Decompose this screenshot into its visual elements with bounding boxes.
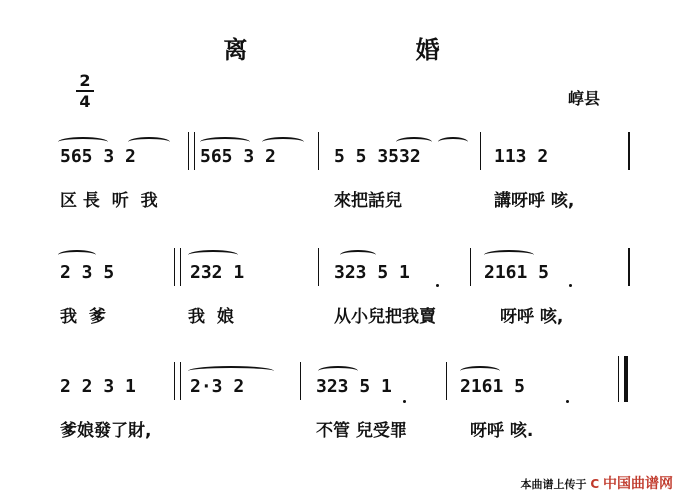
measure: 2·3 2 <box>190 376 245 397</box>
octave-dot <box>569 284 572 287</box>
slur <box>484 250 534 260</box>
slur <box>200 137 250 147</box>
final-barline-thick <box>624 356 628 402</box>
slur <box>262 137 304 147</box>
measure: 2161 5 <box>460 376 526 397</box>
song-title: 离 婚 <box>223 36 520 64</box>
barline <box>180 362 181 400</box>
measure: 323 5 1 <box>316 376 392 397</box>
slur <box>58 250 96 260</box>
octave-dot <box>566 400 569 403</box>
slur <box>58 137 108 147</box>
lyric-line: 爹娘發了財, <box>60 421 152 441</box>
barline <box>174 248 175 286</box>
measure: 323 5 1 <box>334 262 410 283</box>
barline <box>446 362 447 400</box>
slur <box>460 366 500 376</box>
barline <box>480 132 481 170</box>
lyric-line: 講呀呼 咳, <box>494 191 575 211</box>
footer-brand-link[interactable]: 中国曲谱网 <box>603 476 673 492</box>
barline <box>174 362 175 400</box>
measure: 5 5 3532 <box>334 146 421 167</box>
measure: 2 2 3 1 <box>60 376 136 397</box>
barline <box>628 248 630 286</box>
barline <box>318 248 319 286</box>
time-signature-denominator: 4 <box>79 92 91 111</box>
lyric-line: 呀呼 咳, <box>500 307 564 327</box>
lyric-line: 我 爹 <box>60 307 106 327</box>
slur <box>188 366 274 376</box>
slur <box>318 366 358 376</box>
slur <box>340 250 376 260</box>
measure: 565 3 2 <box>60 146 136 167</box>
octave-dot <box>403 400 406 403</box>
barline <box>180 248 181 286</box>
site-logo-icon: C <box>590 477 600 491</box>
slur <box>188 250 238 260</box>
octave-dot <box>436 284 439 287</box>
footer-text: 本曲谱上传于 <box>520 478 587 491</box>
slur <box>438 137 468 147</box>
final-barline-thin <box>618 356 619 402</box>
measure: 2 3 5 <box>60 262 115 283</box>
slur <box>128 137 170 147</box>
time-signature-numerator: 2 <box>79 71 91 90</box>
lyric-line: 呀呼 咳. <box>470 421 534 441</box>
barline <box>194 132 195 170</box>
time-signature <box>76 72 94 110</box>
barline <box>300 362 301 400</box>
song-region: 崞县 <box>568 89 601 108</box>
measure: 113 2 <box>494 146 549 167</box>
lyric-line: 我 娘 <box>188 307 234 327</box>
barline <box>188 132 189 170</box>
footer <box>521 473 674 493</box>
lyric-line: 区 長 听 我 <box>60 191 158 211</box>
measure: 2161 5 <box>484 262 550 283</box>
barline <box>628 132 630 170</box>
lyric-line: 从小兒把我賣 <box>334 307 436 327</box>
measure: 232 1 <box>190 262 245 283</box>
measure: 565 3 2 <box>200 146 276 167</box>
lyric-line: 不管 兒受罪 <box>316 421 407 441</box>
barline <box>318 132 319 170</box>
slur <box>396 137 432 147</box>
lyric-line: 來把話兒 <box>334 191 402 211</box>
barline <box>470 248 471 286</box>
